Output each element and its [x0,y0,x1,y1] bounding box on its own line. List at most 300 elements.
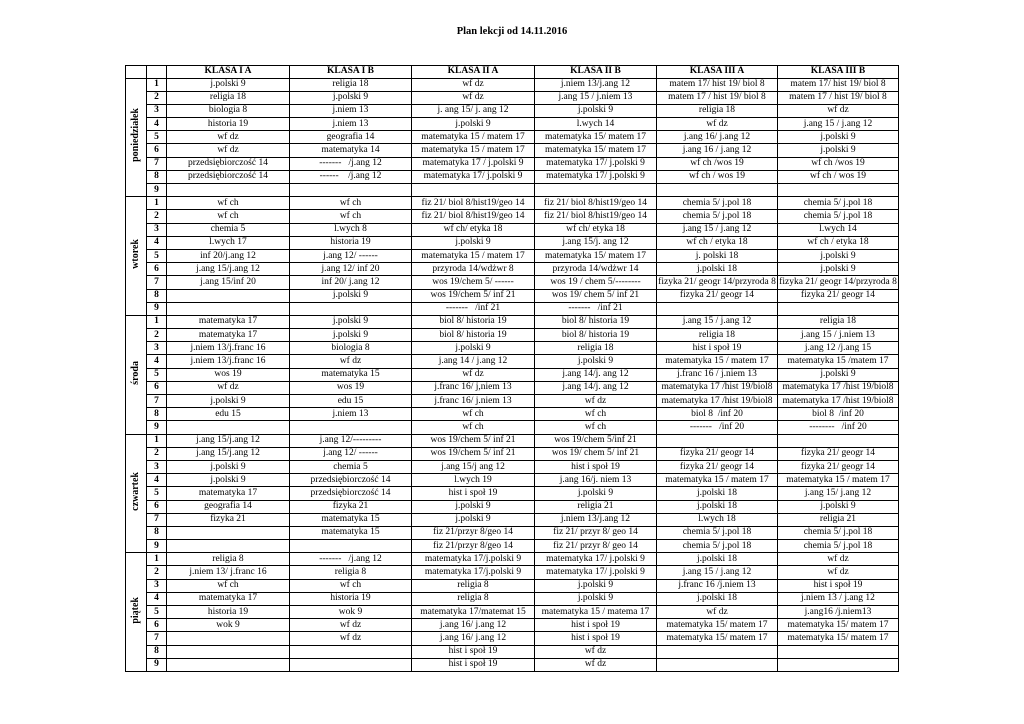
timetable-cell: j.polski 9 [412,500,535,513]
timetable-cell: fizyka 21/ geogr 14/przyroda 8 [778,276,899,289]
lesson-number: 8 [147,526,167,539]
lesson-row [126,157,899,170]
timetable-cell [167,526,290,539]
timetable-cell: matematyka 17/ j.polski 9 [535,553,657,566]
timetable-cell: j.ang 12/--------- [290,434,412,447]
lesson-row [126,434,899,447]
timetable-cell: j.polski 9 [535,487,657,500]
timetable-cell: biol 8 /inf 20 [657,408,778,421]
timetable-cell: j.ang 15 / j.ang 12 [778,118,899,131]
lesson-number: 3 [147,342,167,355]
timetable-cell: hist i społ 19 [535,619,657,632]
lesson-row [126,236,899,249]
timetable-cell: wf ch/ etyka 18 [412,223,535,236]
timetable-cell: wf dz [778,566,899,579]
timetable-cell: wf ch [412,408,535,421]
timetable-cell: przyroda 14/wdżwr 8 [412,263,535,276]
lesson-row [126,487,899,500]
timetable-cell: geografia 14 [290,131,412,144]
timetable-cell: matematyka 17 [167,592,290,605]
timetable-cell: matematyka 17/ j.polski 9 [535,157,657,170]
lesson-row [126,381,899,394]
timetable-cell: wf ch / wos 19 [657,170,778,183]
timetable-cell: j.polski 18 [657,263,778,276]
class-header: KLASA III B [778,66,899,79]
lesson-row [126,249,899,262]
timetable-cell: inf 20/ j.ang 12 [290,276,412,289]
timetable-cell: j.ang 12/ inf 20 [290,263,412,276]
lesson-row [126,460,899,473]
timetable-cell: fizyka 21/ geogr 14/przyroda 8 [657,276,778,289]
timetable-cell: j.polski 9 [412,513,535,526]
day-cell [126,78,147,197]
timetable-cell: matematyka 15/ matem 17 [535,144,657,157]
timetable-cell: j.ang 15/inf 20 [167,276,290,289]
timetable-cell [657,658,778,671]
timetable-cell [167,645,290,658]
timetable-cell: biol 8/ historia 19 [535,315,657,328]
timetable-cell: j.polski 9 [535,579,657,592]
timetable-cell: j.niem 13/j.ang 12 [535,78,657,91]
class-header: KLASA I A [167,66,290,79]
timetable-cell [167,658,290,671]
timetable-cell: j.polski 9 [778,144,899,157]
lesson-row [126,342,899,355]
timetable-cell: matematyka 15/ matem 17 [778,619,899,632]
lesson-number: 7 [147,513,167,526]
timetable-cell: matematyka 17/ j.polski 9 [535,566,657,579]
timetable-cell: matematyka 15 [290,526,412,539]
timetable-cell: j.ang 15 / j.niem 13 [778,329,899,342]
timetable-cell: j.polski 9 [535,592,657,605]
lesson-row [126,368,899,381]
timetable-cell [290,658,412,671]
lesson-row [126,276,899,289]
lesson-number: 6 [147,144,167,157]
timetable-cell [657,302,778,315]
timetable-cell: przyroda 14/wdżwr 14 [535,263,657,276]
timetable-cell: matematyka 15/ matem 17 [778,632,899,645]
timetable-cell: j.ang 14 / j.ang 12 [412,355,535,368]
timetable-cell: edu 15 [290,395,412,408]
timetable-cell: matematyka 17 /hist 19/biol8 [657,395,778,408]
timetable-cell: l.wych 19 [412,474,535,487]
lesson-number: 5 [147,368,167,381]
lesson-row [126,500,899,513]
timetable-cell [290,184,412,197]
lesson-number: 3 [147,460,167,473]
timetable-cell: religia 18 [657,329,778,342]
timetable-cell: j.ang 15 / j.niem 13 [535,91,657,104]
lesson-number: 7 [147,276,167,289]
timetable-cell: fiz 21/ przyr 8/ geo 14 [535,540,657,553]
timetable-cell [412,184,535,197]
timetable-cell: fizyka 21/ geogr 14 [657,289,778,302]
class-header: KLASA II B [535,66,657,79]
timetable-cell: j.polski 9 [412,118,535,131]
timetable-cell: j.ang 12/ ------ [290,249,412,262]
timetable-cell: wf dz [535,645,657,658]
timetable-cell: matematyka 15 / matem 17 [657,355,778,368]
timetable-cell: fiz 21/ biol 8/hist19/geo 14 [535,210,657,223]
timetable-cell: j.polski 9 [412,342,535,355]
lesson-number: 8 [147,408,167,421]
lesson-row [126,118,899,131]
timetable-cell: edu 15 [167,408,290,421]
day-label: poniedziałek [130,108,141,163]
lesson-number: 6 [147,263,167,276]
lesson-row [126,645,899,658]
timetable-cell: matematyka 15 /matem 17 [778,355,899,368]
lesson-number: 2 [147,210,167,223]
timetable-cell: biol 8/ historia 19 [535,329,657,342]
lesson-row [126,513,899,526]
timetable-cell: wos 19 / chem 5/-------- [535,276,657,289]
lesson-row [126,315,899,328]
timetable-cell: wf ch / wos 19 [778,170,899,183]
timetable-cell: j.polski 18 [657,592,778,605]
timetable-cell: j.ang 15/j.ang 12 [167,263,290,276]
timetable-cell [778,645,899,658]
lesson-number: 9 [147,302,167,315]
lesson-number: 5 [147,131,167,144]
timetable-cell [290,645,412,658]
timetable-cell [167,302,290,315]
timetable-cell: wf ch /wos 19 [657,157,778,170]
lesson-number: 6 [147,619,167,632]
timetable-cell: religia 21 [535,500,657,513]
timetable-cell: wf dz [290,355,412,368]
timetable-cell: chemia 5/ j.pol 18 [657,526,778,539]
timetable-cell: j.franc 16 /j.niem 13 [657,579,778,592]
timetable-cell: religia 18 [535,342,657,355]
timetable-cell: wf dz [167,381,290,394]
timetable-cell: j.ang 16/ j.ang 12 [657,131,778,144]
timetable-cell: j.polski 9 [167,474,290,487]
timetable-cell: biol 8 /inf 20 [778,408,899,421]
timetable-cell: chemia 5/ j.pol 18 [657,210,778,223]
timetable-cell: j.niem 13/j.franc 16 [167,355,290,368]
lesson-number: 3 [147,579,167,592]
timetable-cell: j.ang 12 /j.ang 15 [778,342,899,355]
timetable-cell: religia 8 [412,579,535,592]
timetable-cell: j.ang 16/j. niem 13 [535,474,657,487]
timetable-cell: fizyka 21/ geogr 14 [657,460,778,473]
timetable-cell: wf ch / etyka 18 [657,236,778,249]
timetable-cell: j.polski 9 [778,368,899,381]
timetable-cell: l.wych 8 [290,223,412,236]
timetable-cell: wf ch /wos 19 [778,157,899,170]
day-label: piątek [130,596,141,624]
lesson-row [126,355,899,368]
timetable-cell: ------- /inf 20 [657,421,778,434]
lesson-number: 9 [147,184,167,197]
timetable-cell: matem 17 / hist 19/ biol 8 [657,91,778,104]
class-header: KLASA III A [657,66,778,79]
timetable-cell: matematyka 17 /hist 19/biol8 [778,395,899,408]
timetable-cell: przedsiębiorczość 14 [167,157,290,170]
timetable-cell: wf ch [412,421,535,434]
page-title: Plan lekcji od 14.11.2016 [456,26,568,37]
timetable-cell: matematyka 15 / matem 17 [412,144,535,157]
timetable-cell: wos 19 [167,368,290,381]
lesson-number: 4 [147,592,167,605]
lesson-row [126,144,899,157]
timetable-cell: j.polski 18 [657,500,778,513]
timetable-cell: j.polski 9 [290,289,412,302]
timetable-cell: j.ang 14/j. ang 12 [535,381,657,394]
lesson-row [126,91,899,104]
day-cell [126,553,147,672]
lesson-row [126,184,899,197]
timetable-cell: chemia 5/ j.pol 18 [778,210,899,223]
timetable-cell: matematyka 15/ matem 17 [535,131,657,144]
lesson-number: 2 [147,447,167,460]
lesson-row [126,395,899,408]
lesson-row [126,210,899,223]
timetable-cell: matematyka 15 / matema 17 [535,606,657,619]
timetable-cell: -------- /inf 20 [778,421,899,434]
timetable-cell: matem 17 / hist 19/ biol 8 [778,91,899,104]
timetable-cell: j.polski 9 [778,131,899,144]
lesson-row [126,566,899,579]
timetable-cell: j.niem 13 [290,104,412,117]
timetable-cell: j.polski 9 [290,329,412,342]
lesson-number: 3 [147,104,167,117]
timetable-cell: ------- /inf 21 [412,302,535,315]
timetable-cell: wos 19/ chem 5/ inf 21 [535,289,657,302]
timetable-cell [778,658,899,671]
timetable-cell: przedsiębiorczość 14 [167,170,290,183]
timetable-cell: religia 8 [167,553,290,566]
timetable-cell: wf ch / etyka 18 [778,236,899,249]
lesson-row [126,474,899,487]
timetable-cell [290,421,412,434]
timetable-cell: ------- /inf 21 [535,302,657,315]
timetable-cell: chemia 5/ j.pol 18 [657,540,778,553]
timetable-cell: chemia 5/ j.pol 18 [778,197,899,210]
day-label: wtorek [130,239,141,269]
timetable-cell: j.polski 9 [535,104,657,117]
timetable-cell: j.ang 15/ j.ang 12 [778,487,899,500]
timetable-cell: matematyka 15 / matem 17 [778,474,899,487]
timetable-cell: wf dz [167,131,290,144]
lesson-number: 1 [147,78,167,91]
lesson-row [126,78,899,91]
timetable-cell: religia 8 [290,566,412,579]
lesson-row [126,540,899,553]
timetable-cell: j.polski 9 [535,355,657,368]
timetable-cell: biol 8/ historia 19 [412,315,535,328]
timetable-cell: matematyka 17/j.polski 9 [412,553,535,566]
timetable-cell: matematyka 15/ matem 17 [657,632,778,645]
lesson-row [126,170,899,183]
timetable-cell: j.niem 13/ j.franc 16 [167,566,290,579]
timetable-cell: j.niem 13 [290,118,412,131]
timetable-cell: hist i społ 19 [778,579,899,592]
lesson-number: 2 [147,329,167,342]
timetable-cell: j.franc 16/ j.niem 13 [412,395,535,408]
timetable-cell: matematyka 17 /hist 19/biol8 [778,381,899,394]
lesson-row [126,592,899,605]
lesson-row [126,197,899,210]
timetable-cell: j.franc 16/ j,niem 13 [412,381,535,394]
timetable-cell: wf ch [535,421,657,434]
timetable-cell: wf dz [657,606,778,619]
timetable-cell: j.ang 16/ j.ang 12 [412,632,535,645]
timetable-cell: wf dz [290,632,412,645]
timetable-cell: biologia 8 [290,342,412,355]
lesson-row [126,421,899,434]
lesson-row [126,606,899,619]
lesson-number: 7 [147,157,167,170]
timetable-cell: hist i społ 19 [657,342,778,355]
timetable-cell: przedsiębiorczość 14 [290,487,412,500]
header-number-cell [147,66,167,79]
timetable-cell [290,540,412,553]
timetable-cell: j.polski 9 [167,460,290,473]
timetable-cell: j.polski 18 [657,553,778,566]
timetable-cell: j.niem 13/j.ang 12 [535,513,657,526]
lesson-number: 1 [147,553,167,566]
timetable-cell: historia 19 [290,592,412,605]
timetable-cell: j.polski 9 [290,91,412,104]
timetable-cell: l.wych 18 [657,513,778,526]
timetable-cell: matematyka 15/ matem 17 [657,619,778,632]
lesson-number: 9 [147,421,167,434]
timetable-cell: l.wych 14 [535,118,657,131]
lesson-number: 1 [147,434,167,447]
timetable-cell: hist i społ 19 [535,460,657,473]
timetable-cell: chemia 5/ j.pol 18 [657,197,778,210]
timetable-cell: wf dz [290,619,412,632]
timetable-cell: j.niem 13 / j.ang 12 [778,592,899,605]
timetable-cell: j.niem 13 [290,408,412,421]
timetable-cell: j.ang16 /j.niem13 [778,606,899,619]
timetable-cell: hist i społ 19 [412,645,535,658]
timetable-cell: wf ch [167,210,290,223]
lesson-number: 7 [147,632,167,645]
lesson-number: 4 [147,118,167,131]
timetable-cell [535,184,657,197]
timetable-cell: fizyka 21 [290,500,412,513]
timetable-cell: matematyka 15 [290,368,412,381]
timetable-cell: wok 9 [167,619,290,632]
timetable-cell: chemia 5 [167,223,290,236]
timetable-cell: j.ang 15 / j.ang 12 [657,566,778,579]
lesson-number: 3 [147,223,167,236]
timetable-cell: wf ch [290,197,412,210]
timetable-cell: matematyka 14 [290,144,412,157]
timetable-cell: j.polski 18 [657,487,778,500]
lesson-row [126,302,899,315]
day-label: czwartek [130,471,141,511]
timetable-cell: wf ch [167,579,290,592]
timetable-cell: hist i społ 19 [535,632,657,645]
timetable-cell: historia 19 [290,236,412,249]
timetable-cell: wos 19 [290,381,412,394]
timetable-cell: j.polski 9 [778,263,899,276]
timetable-cell: matematyka 15 / matem 17 [657,474,778,487]
timetable-cell: fiz 21/ biol 8/hist19/geo 14 [535,197,657,210]
timetable-cell: ------- /j.ang 12 [290,157,412,170]
timetable-cell: biologia 8 [167,104,290,117]
timetable-cell [778,302,899,315]
timetable-cell: matematyka 17/ j.polski 9 [412,170,535,183]
lesson-number: 5 [147,606,167,619]
lesson-row [126,408,899,421]
day-cell [126,315,147,434]
timetable-cell: religia 8 [412,592,535,605]
lesson-row [126,619,899,632]
class-header: KLASA I B [290,66,412,79]
lesson-number: 1 [147,315,167,328]
lesson-number: 8 [147,289,167,302]
lesson-number: 9 [147,540,167,553]
lesson-number: 1 [147,197,167,210]
lesson-row [126,632,899,645]
timetable-cell: j.polski 9 [167,395,290,408]
lesson-number: 2 [147,91,167,104]
timetable-cell: wf dz [412,78,535,91]
timetable-cell [778,434,899,447]
timetable-cell: fiz 21/ biol 8/hist19/geo 14 [412,210,535,223]
timetable-cell: historia 19 [167,118,290,131]
timetable-cell: j.ang 15/j. ang 12 [535,236,657,249]
timetable-cell [167,632,290,645]
timetable-cell: j.franc 16 / j.niem 13 [657,368,778,381]
timetable-cell: historia 19 [167,606,290,619]
timetable-cell: j.ang 16 / j.ang 12 [657,144,778,157]
timetable-cell: fiz 21/przyr 8/geo 14 [412,540,535,553]
timetable-cell: j.ang 15/j ang 12 [412,460,535,473]
timetable-cell: religia 18 [657,104,778,117]
timetable-cell: wf ch/ etyka 18 [535,223,657,236]
timetable-cell: chemia 5 [290,460,412,473]
timetable-cell: religia 21 [778,513,899,526]
timetable-cell: j. ang 15/ j. ang 12 [412,104,535,117]
timetable-cell: fizyka 21 [167,513,290,526]
lesson-row [126,131,899,144]
lesson-number: 9 [147,658,167,671]
timetable-cell: matematyka 17 [167,329,290,342]
lesson-number: 5 [147,249,167,262]
timetable-cell [290,302,412,315]
lesson-number: 6 [147,500,167,513]
timetable-cell: wf dz [535,395,657,408]
timetable-cell: wf ch [290,210,412,223]
lesson-row [126,104,899,117]
timetable-cell [167,540,290,553]
timetable [125,65,899,672]
timetable-cell: religia 18 [290,78,412,91]
timetable-cell: matematyka 17/matemat 15 [412,606,535,619]
timetable-cell: j.niem 13/j.franc 16 [167,342,290,355]
timetable-cell: biol 8/ historia 19 [412,329,535,342]
day-label: środa [130,360,141,385]
timetable-cell: wf dz [657,118,778,131]
class-header: KLASA II A [412,66,535,79]
timetable-cell: j.ang 12/ ------ [290,447,412,460]
timetable-cell: matematyka 15/ matem 17 [535,249,657,262]
timetable-cell: fizyka 21/ geogr 14 [657,447,778,460]
header-day-cell [126,66,147,79]
timetable-cell: j.ang 15 / j.ang 12 [657,223,778,236]
timetable-cell: wf ch [290,579,412,592]
timetable-cell: ------ /j.ang 12 [290,170,412,183]
timetable-cell [657,645,778,658]
timetable-cell: matematyka 15 / matem 17 [412,249,535,262]
